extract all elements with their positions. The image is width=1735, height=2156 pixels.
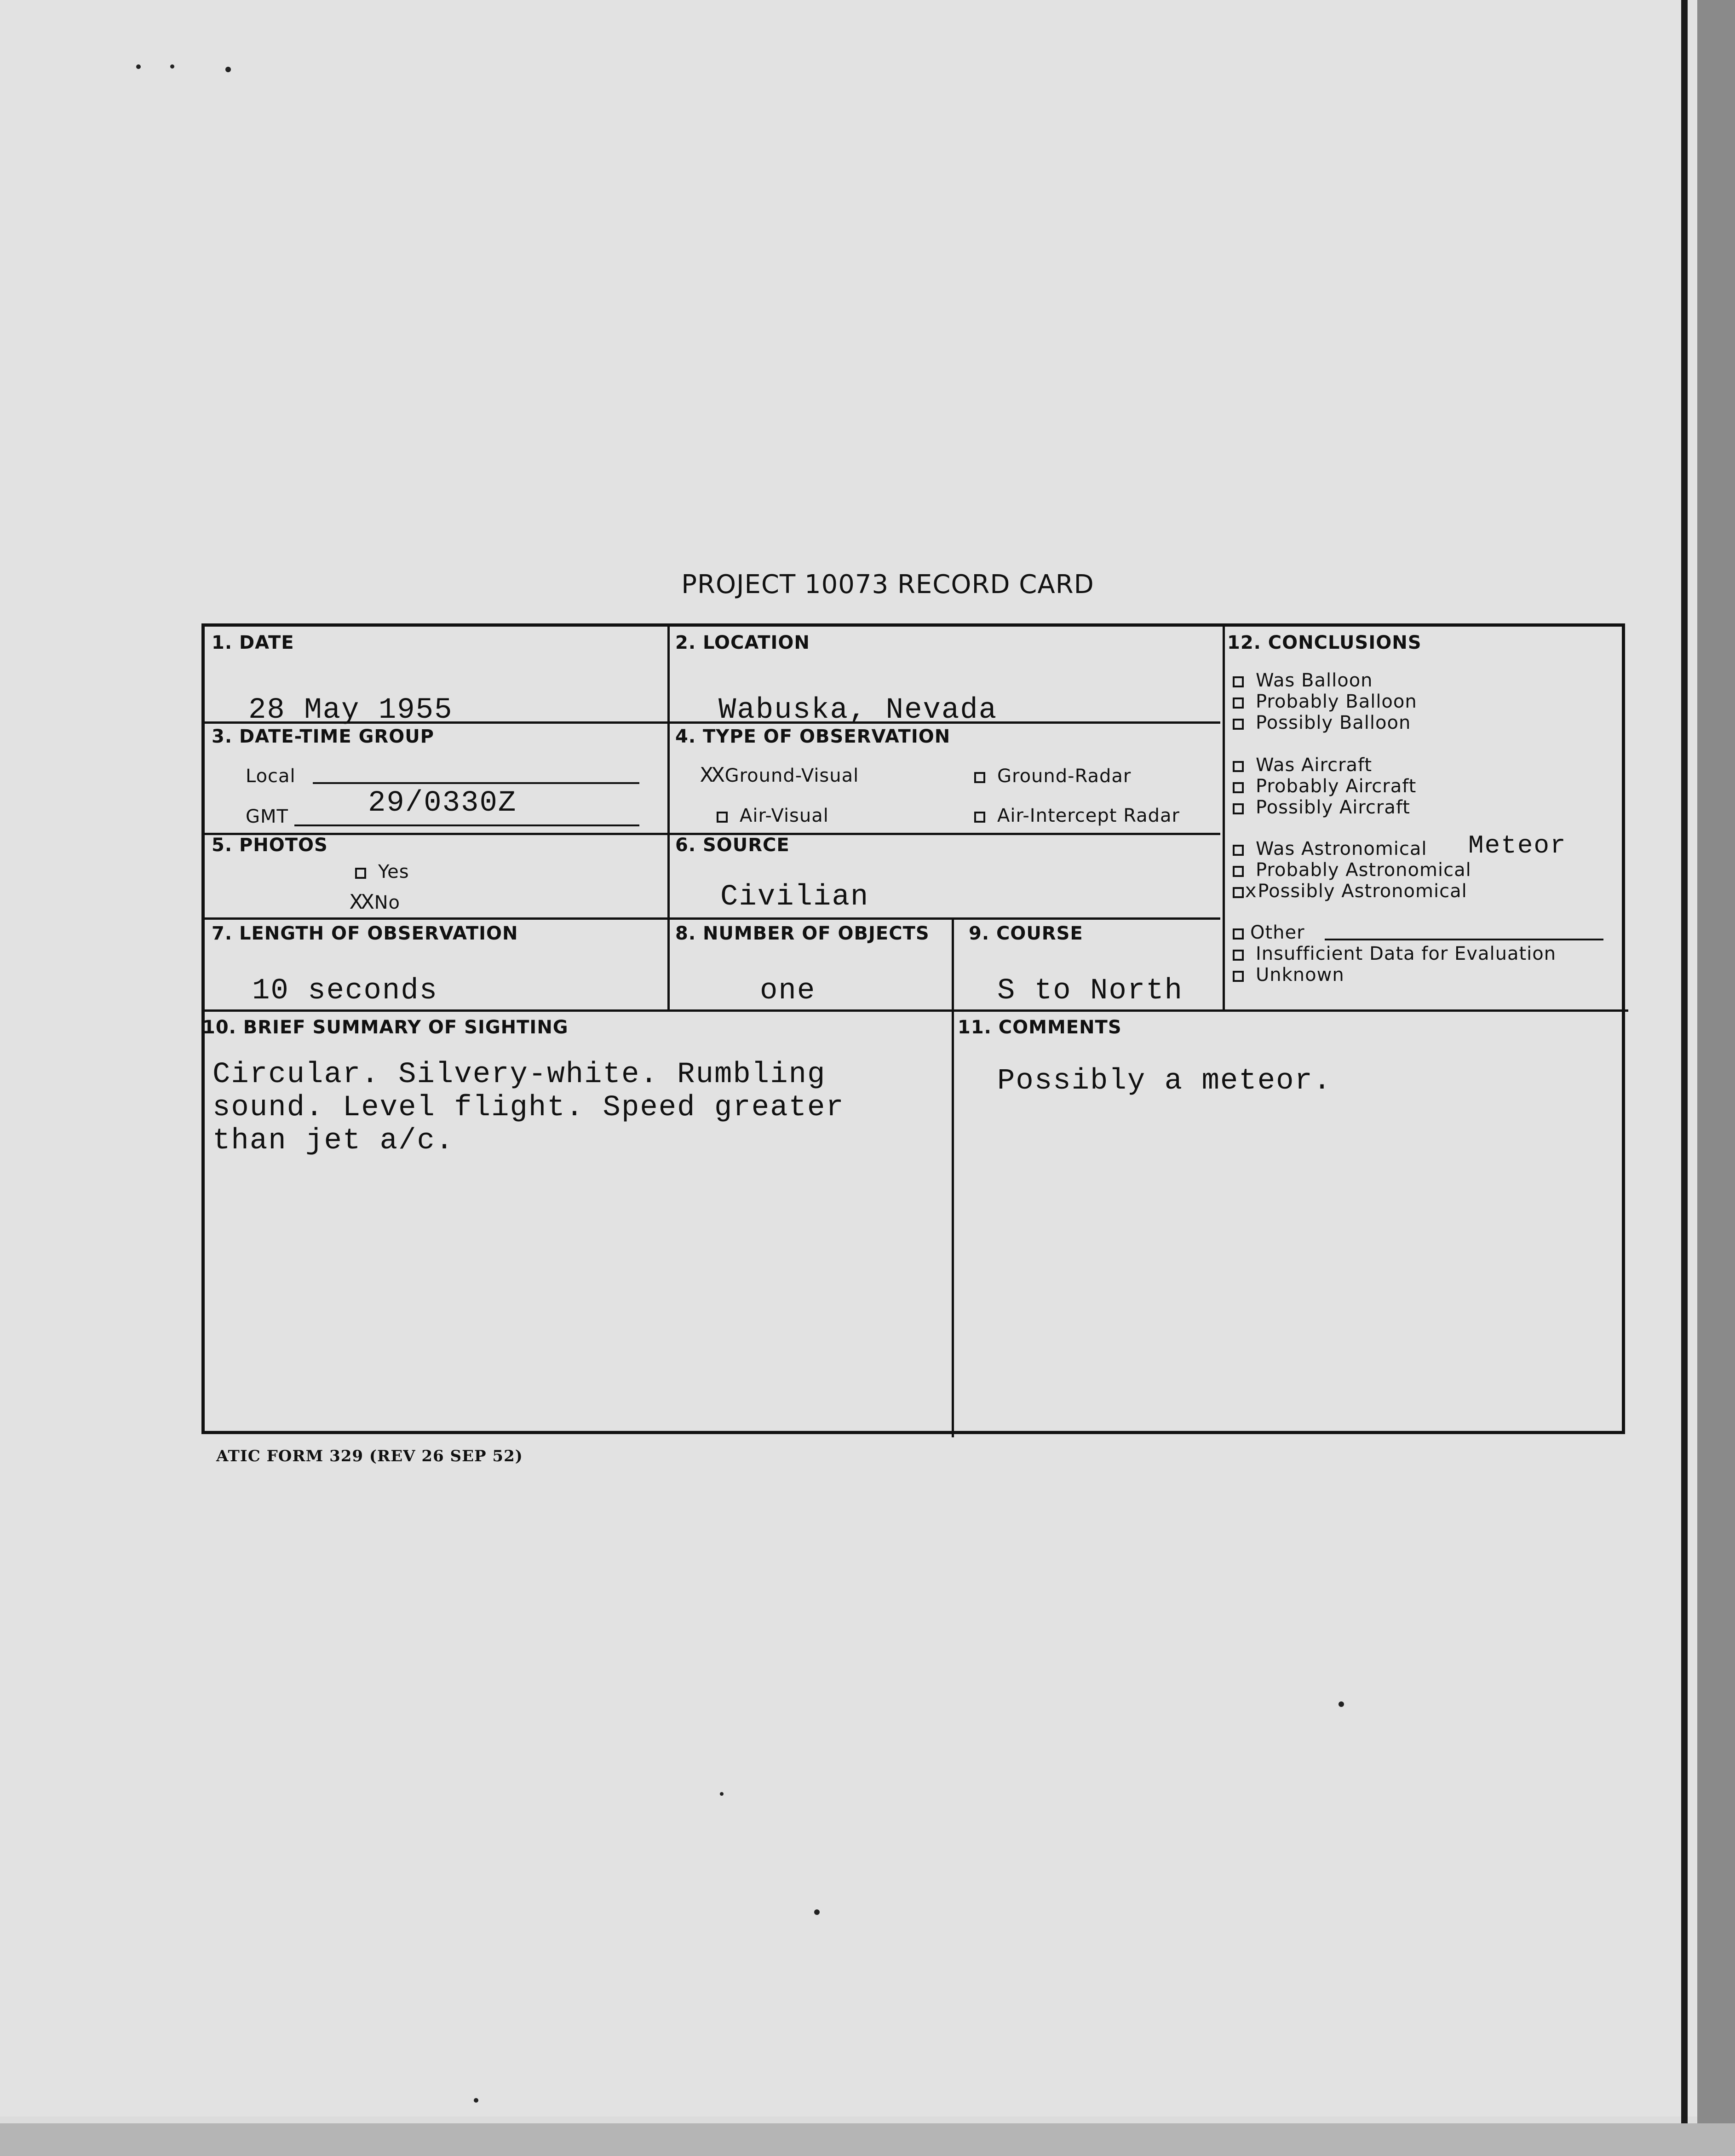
dtg-local-line (313, 782, 639, 784)
scan-speck (136, 64, 141, 69)
option-possibly-astronomical-label: Possibly Astronomical (1258, 881, 1467, 902)
checkbox-icon (1233, 803, 1244, 814)
scan-speck (225, 67, 231, 72)
checkbox-icon (1233, 782, 1244, 793)
row-divider (205, 1009, 1628, 1012)
option-probably-astronomical (1233, 859, 1471, 881)
location-label: 2. LOCATION (675, 632, 810, 653)
checkbox-icon (1233, 761, 1244, 772)
scan-speck (170, 64, 174, 69)
checkbox-icon (974, 812, 985, 823)
source-label: 6. SOURCE (675, 835, 790, 856)
comments-label: 11. COMMENTS (958, 1017, 1122, 1038)
comments-text: Possibly a meteor. (997, 1065, 1332, 1098)
option-possibly-balloon (1233, 712, 1411, 733)
checkbox-icon (355, 868, 366, 879)
option-air-intercept-label: Air-Intercept Radar (997, 805, 1180, 826)
was-astronomical-note: Meteor (1468, 831, 1567, 860)
dtg-label: 3. DATE-TIME GROUP (212, 726, 434, 747)
checkbox-icon (1233, 950, 1244, 961)
option-probably-balloon (1233, 691, 1417, 712)
course-label: 9. COURSE (969, 923, 1083, 944)
option-insufficient-label: Insufficient Data for Evaluation (1256, 943, 1557, 964)
checkbox-icon (1233, 676, 1244, 687)
option-probably-balloon-label: Probably Balloon (1256, 691, 1417, 712)
summary-label: 10. BRIEF SUMMARY OF SIGHTING (202, 1017, 569, 1038)
course-value: S to North (997, 974, 1183, 1008)
scan-border-right (1681, 0, 1688, 2156)
checkbox-icon (1233, 719, 1244, 730)
column-divider (952, 917, 954, 1437)
date-label: 1. DATE (212, 632, 294, 653)
option-air-visual-label: Air-Visual (740, 805, 829, 826)
checkbox-icon (1233, 928, 1244, 940)
form-number: ATIC FORM 329 (REV 26 SEP 52) (216, 1447, 523, 1465)
summary-text: Circular. Silvery-white. Rumbling sound. Level flight. Speed greater than jet a/c. (213, 1058, 845, 1158)
checkbox-icon (1233, 887, 1244, 898)
photos-label: 5. PHOTOS (212, 835, 328, 856)
row-divider (205, 917, 1220, 920)
option-unknown-label: Unknown (1256, 964, 1344, 986)
checked-mark: x (1245, 881, 1255, 904)
option-air-intercept (974, 805, 1180, 826)
option-was-astronomical-label: Was Astronomical (1256, 838, 1427, 859)
option-was-balloon-label: Was Balloon (1256, 670, 1373, 691)
location-value: Wabuska, Nevada (718, 694, 998, 727)
dtg-gmt-label: GMT (246, 806, 288, 827)
checked-mark: XX (700, 764, 723, 789)
date-value: 28 May 1955 (248, 694, 453, 727)
length-label: 7. LENGTH OF OBSERVATION (212, 923, 518, 944)
scan-border-right-outer (1697, 0, 1735, 2156)
option-photos-yes (355, 861, 409, 882)
scan-border-bottom (0, 2123, 1735, 2156)
option-was-balloon (1233, 670, 1373, 691)
dtg-gmt-value: 29/0330Z (368, 787, 517, 820)
option-probably-astronomical-label: Probably Astronomical (1256, 859, 1471, 881)
checkbox-icon (1233, 698, 1244, 709)
checkbox-icon (717, 812, 728, 823)
option-other-label: Other (1250, 922, 1305, 943)
option-possibly-aircraft (1233, 797, 1410, 818)
scan-speck (474, 2098, 478, 2103)
option-photos-no (350, 891, 400, 916)
dtg-local-label: Local (246, 766, 296, 787)
checkbox-icon (1233, 845, 1244, 856)
objects-value: one (760, 974, 816, 1008)
option-probably-aircraft (1233, 776, 1416, 797)
option-was-aircraft-label: Was Aircraft (1256, 755, 1373, 776)
option-photos-yes-label: Yes (378, 861, 409, 882)
option-insufficient (1233, 943, 1556, 964)
source-value: Civilian (720, 881, 869, 914)
dtg-gmt-line (294, 824, 639, 826)
scan-speck (1339, 1701, 1344, 1707)
scan-speck (720, 1792, 724, 1796)
option-photos-no-label: No (374, 892, 401, 913)
column-divider (667, 627, 670, 1009)
option-ground-visual (700, 764, 859, 789)
card-title: PROJECT 10073 RECORD CARD (681, 570, 1094, 600)
option-air-visual (717, 805, 829, 826)
option-was-aircraft (1233, 755, 1372, 776)
option-was-astronomical (1233, 838, 1427, 859)
checkbox-icon (1233, 971, 1244, 982)
checkbox-icon (974, 772, 985, 783)
option-possibly-aircraft-label: Possibly Aircraft (1256, 797, 1410, 818)
column-divider (1223, 627, 1225, 1009)
option-possibly-astronomical (1233, 881, 1467, 904)
observation-type-label: 4. TYPE OF OBSERVATION (675, 726, 951, 747)
objects-label: 8. NUMBER OF OBJECTS (675, 923, 930, 944)
length-value: 10 seconds (252, 974, 438, 1008)
option-other (1233, 922, 1305, 943)
checkbox-icon (1233, 866, 1244, 877)
checked-mark: XX (350, 891, 373, 916)
conclusions-label: 12. CONCLUSIONS (1227, 632, 1422, 653)
option-possibly-balloon-label: Possibly Balloon (1256, 712, 1411, 733)
option-ground-visual-label: Ground-Visual (724, 765, 859, 786)
option-unknown (1233, 964, 1344, 986)
option-ground-radar-label: Ground-Radar (997, 766, 1132, 787)
other-line (1325, 939, 1603, 940)
option-ground-radar (974, 766, 1131, 787)
scan-speck (814, 1909, 820, 1915)
option-probably-aircraft-label: Probably Aircraft (1256, 776, 1417, 797)
